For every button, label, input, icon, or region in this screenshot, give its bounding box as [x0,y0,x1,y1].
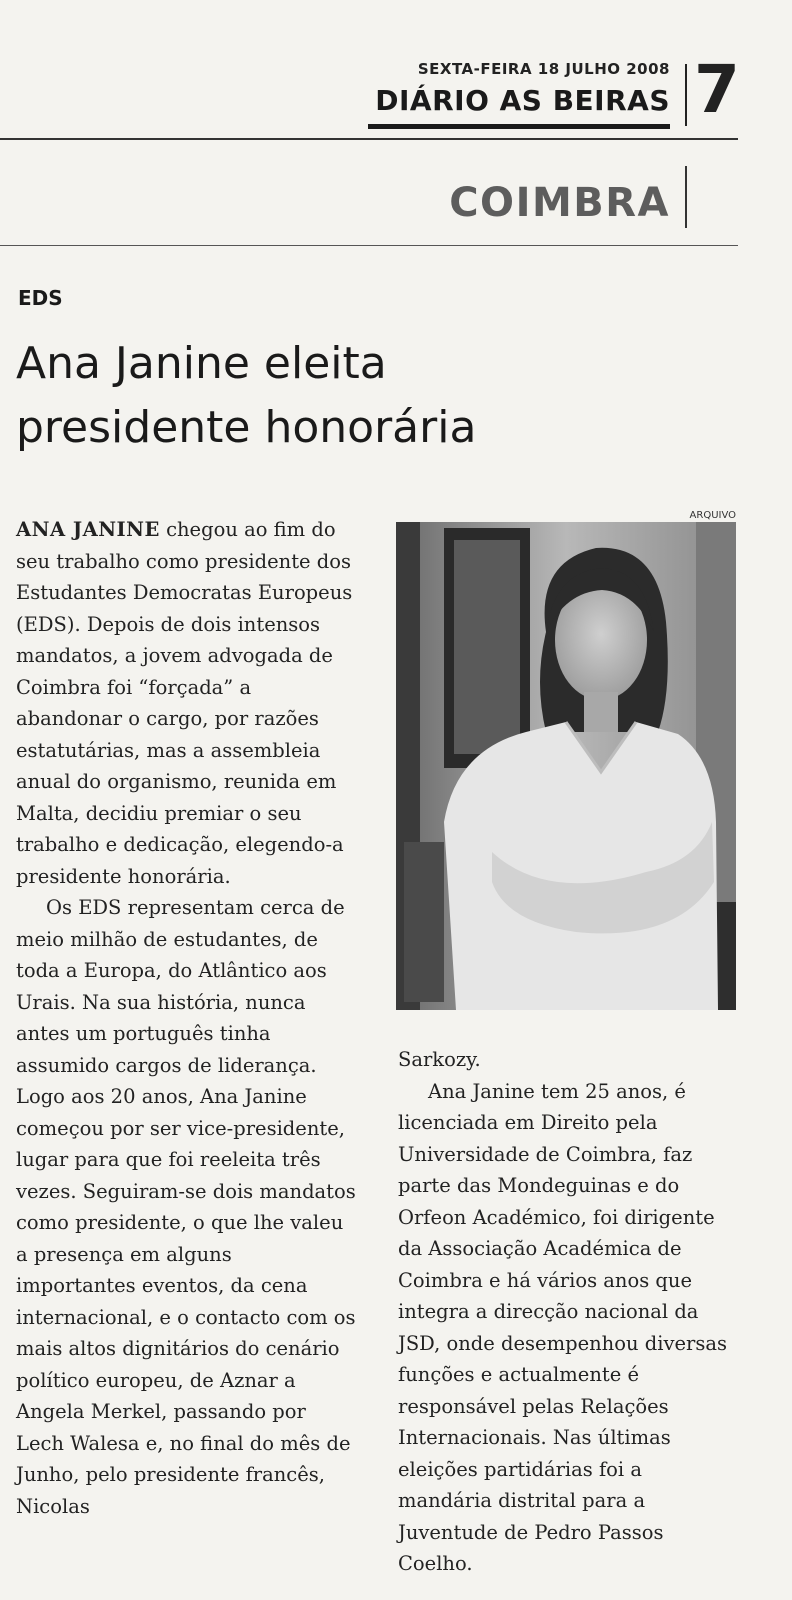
newspaper-name: DIÁRIO AS BEIRAS [375,84,670,117]
paragraph-1-body: chegou ao fim do seu trabalho como presidente dos Estudantes Democratas Europeus (EDS). Depois de dois intensos mandatos, a jovem advogada de Coimbra foi “forçada” a abandonar o cargo, por razões estatutárias, mas a assembleia anual do organismo, reunida em Malta, decidiu premiar o seu trabalho e dedicação, elegendo-a presidente honorária. [16,518,353,888]
article-headline [16,332,616,460]
headline-line-2: presidente honorária [16,402,477,453]
section-title: COIMBRA [449,180,670,226]
article-kicker: EDS [18,286,63,310]
paragraph-1 [16,514,356,892]
masthead-divider [685,64,687,126]
header-rule [0,138,738,140]
issue-date: SEXTA-FEIRA 18 JULHO 2008 [417,60,670,78]
article-column-1 [16,514,356,1522]
section-divider [685,166,687,228]
paragraph-2: Os EDS representam cerca de meio milhão de estudantes, de toda a Europa, do Atlântico aos Urais. Na sua história, nunca antes um português tinha assumido cargos de liderança. Logo aos 20 anos, Ana Janine começou por ser vice-presidente, lugar para que foi reeleita três vezes. Seguiram-se dois mandatos como presidente, o que lhe valeu a presença em alguns importantes eventos, da cena internacional, e o contacto com os mais altos dignitários do cenário político europeu, de Aznar a Angela Merkel, passando por Lech Walesa e, no final do mês de Junho, pelo presidente francês, Nicolas [16,896,356,1518]
portrait-photo [396,522,736,1010]
section-rule [0,245,738,246]
masthead-underline [368,124,670,129]
lead-in: ANA JANINE [16,518,160,541]
headline-line-1: Ana Janine eleita [16,338,387,389]
page-number: 7 [694,51,740,128]
paragraph-2-end: Sarkozy. [398,1048,481,1071]
paragraph-3: Ana Janine tem 25 anos, é licenciada em Direito pela Universidade de Coimbra, faz parte das Mondeguinas e do Orfeon Académico, foi dirigente da Associação Académica de Coimbra e há vários anos que integra a direcção nacional da JSD, onde desempenhou diversas funções e actualmente é responsável pelas Relações Internacionais. Nas últimas eleições partidárias foi a mandária distrital para a Juventude de Pedro Passos Coelho. [398,1079,727,1575]
article-column-2 [398,1044,738,1580]
photo-credit: ARQUIVO [689,510,736,521]
